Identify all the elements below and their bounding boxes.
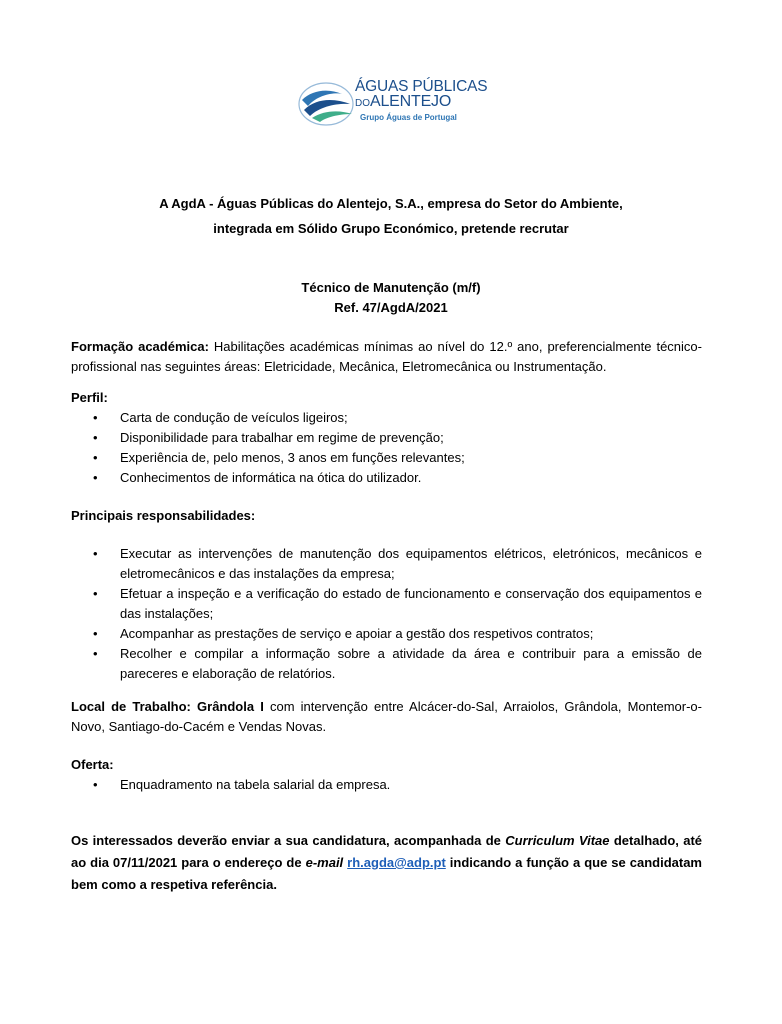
water-swirl-icon xyxy=(298,76,358,128)
closing-text-1: Os interessados deverão enviar a sua candidatura, acompanhada de xyxy=(71,833,506,848)
oferta-heading: Oferta: xyxy=(71,757,114,772)
perfil-list xyxy=(71,408,702,488)
closing-text-2: detalhado, até ao dia 07/11/2021 para o endereço de xyxy=(71,833,702,870)
job-reference: Ref. 47/AgdA/2021 xyxy=(334,300,448,315)
perfil-section xyxy=(71,388,702,488)
formacao-text: Habilitações académicas mínimas ao nível do 12.º ano, preferencialmente técnico-profissional nas seguintes áreas: Eletricidade, Mecânica, Eletromecânica ou Instrumentação. xyxy=(71,339,702,374)
logo-text-grupo: Grupo Águas de Portugal xyxy=(360,113,457,122)
formacao-paragraph xyxy=(71,337,702,377)
list-item: • Experiência de, pelo menos, 3 anos em funções relevantes; xyxy=(71,448,702,468)
closing-text-4: indicando a função a que se candidatam bem como a respetiva referência. xyxy=(71,855,702,892)
closing-paragraph xyxy=(71,830,702,896)
list-item: • Efetuar a inspeção e a verificação do estado de funcionamento e conservação dos equipamentos e das instalações; xyxy=(71,584,702,624)
local-text: com intervenção entre Alcácer-do-Sal, Arraiolos, Grândola, Montemor-o-Novo, Santiago-do-Cacém e Vendas Novas. xyxy=(71,699,702,734)
list-item: • Acompanhar as prestações de serviço e apoiar a gestão dos respetivos contratos; xyxy=(71,624,702,644)
list-item: • Executar as intervenções de manutenção dos equipamentos elétricos, eletrónicos, mecânicos e eletromecânicos e das instalações da empresa; xyxy=(71,544,702,584)
local-paragraph xyxy=(71,697,702,737)
list-item: • Disponibilidade para trabalhar em regime de prevenção; xyxy=(71,428,702,448)
email-link[interactable]: rh.agda@adp.pt xyxy=(347,855,446,870)
logo-text-do-alentejo xyxy=(355,93,451,113)
logo-text-do: DO xyxy=(355,98,370,109)
oferta-list xyxy=(71,775,702,795)
closing-email-word: e-mail xyxy=(305,855,344,870)
list-item: • Conhecimentos de informática na ótica do utilizador. xyxy=(71,468,702,488)
intro-line-1: A AgdA - Águas Públicas do Alentejo, S.A., empresa do Setor do Ambiente, xyxy=(159,196,623,211)
oferta-section xyxy=(71,755,702,795)
list-item: • Carta de condução de veículos ligeiros; xyxy=(71,408,702,428)
local-label: Local de Trabalho: Grândola I xyxy=(71,699,264,714)
closing-cv: Curriculum Vitae xyxy=(505,833,610,848)
list-item: • Enquadramento na tabela salarial da empresa. xyxy=(71,775,702,795)
responsabilidades-section xyxy=(71,544,702,684)
logo-text-aguas-publicas: ÁGUAS PÚBLICAS xyxy=(355,78,488,95)
intro-line-2: integrada em Sólido Grupo Económico, pretende recrutar xyxy=(213,221,569,236)
formacao-label: Formação académica: xyxy=(71,339,209,354)
company-logo xyxy=(298,76,488,134)
list-item: • Recolher e compilar a informação sobre a atividade da área e contribuir para a emissão de pareceres e elaboração de relatórios. xyxy=(71,644,702,684)
job-title: Técnico de Manutenção (m/f) xyxy=(301,280,481,295)
responsabilidades-heading: Principais responsabilidades: xyxy=(71,508,256,523)
responsabilidades-list xyxy=(71,544,702,684)
logo-text-alentejo: ALENTEJO xyxy=(370,93,452,110)
perfil-heading: Perfil: xyxy=(71,390,108,405)
